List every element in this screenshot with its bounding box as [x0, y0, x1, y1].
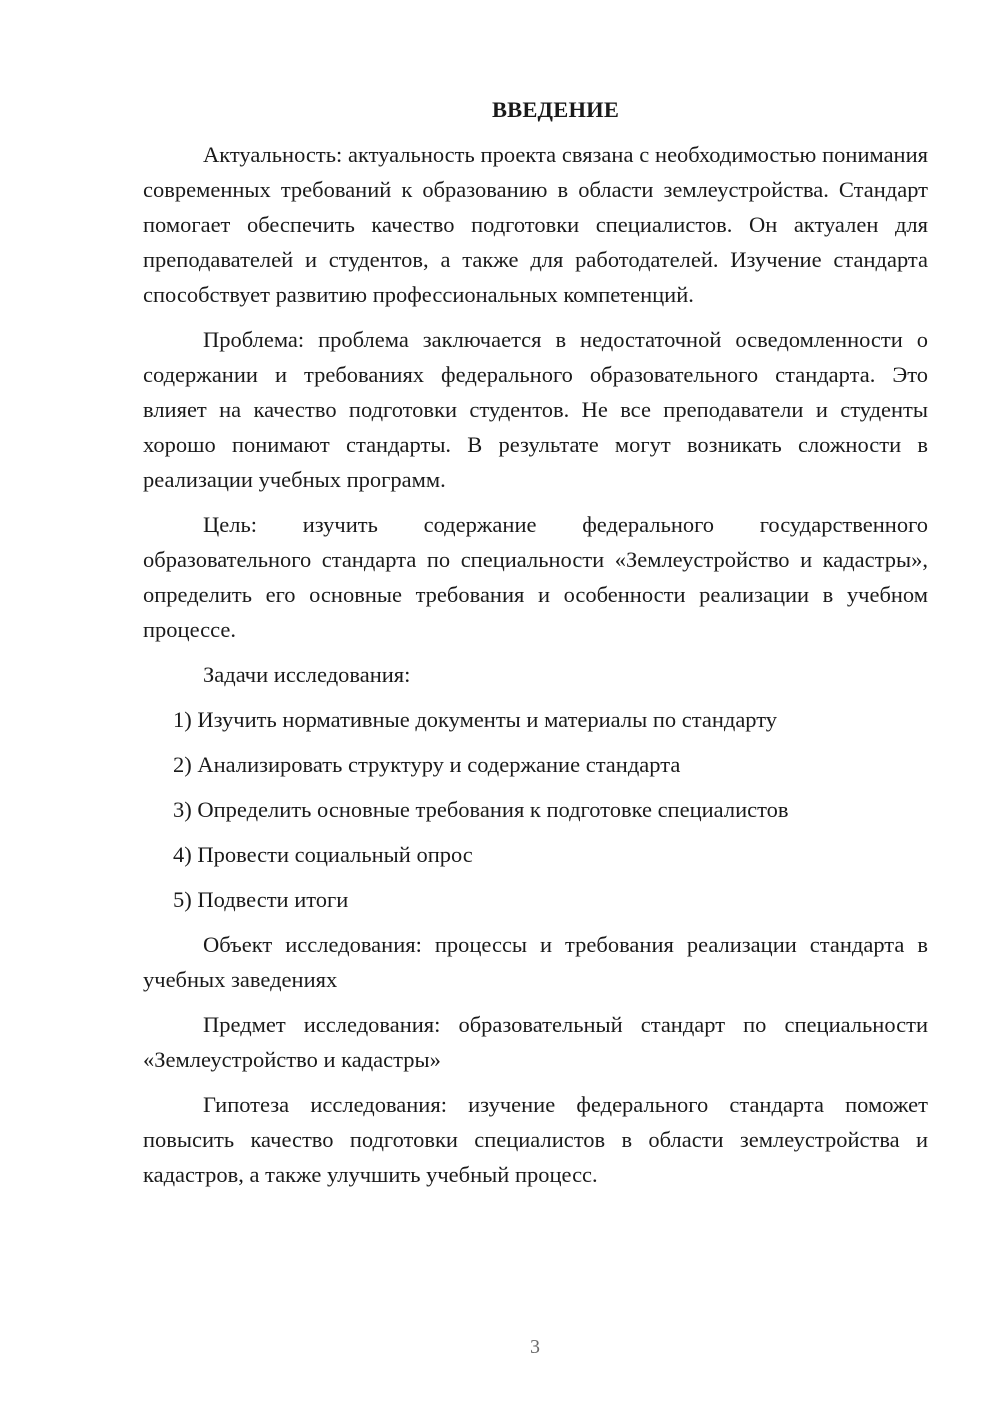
task-item-2: 2) Анализировать структуру и содержание стандарта: [173, 752, 681, 777]
task-item-4: 4) Провести социальный опрос: [173, 842, 473, 867]
paragraph-goal: Цель: изучить содержание федерального государственного образовательного стандарта по специальности «Землеустройство и кадастры», определить его основные требования и особенности реализации в учебном процессе.: [143, 512, 928, 642]
page-content: [143, 92, 928, 1202]
paragraph-object: Объект исследования: процессы и требования реализации стандарта в учебных заведениях: [143, 932, 928, 992]
task-item-5: 5) Подвести итоги: [173, 887, 349, 912]
section-heading: ВВЕДЕНИЕ: [491, 97, 620, 122]
tasks-intro: Задачи исследования:: [203, 662, 411, 687]
paragraph-problem: Проблема: проблема заключается в недостаточной осведомленности о содержании и требованиях федерального образовательного стандарта. Это влияет на качество подготовки студентов. Не все преподаватели и студенты хорошо понимают стандарты. В результате могут возникать сложности в реализации учебных программ.: [143, 327, 928, 492]
task-list: [143, 702, 928, 917]
paragraph-subject: Предмет исследования: образовательный стандарт по специальности «Землеустройство и кадастры»: [143, 1012, 928, 1072]
paragraph-relevance: Актуальность: актуальность проекта связана с необходимостью понимания современных требований к образованию в области землеустройства. Стандарт помогает обеспечить качество подготовки специалистов. Он актуален для преподавателей и студентов, а также для работодателей. Изучение стандарта способствует развитию профессиональных компетенций.: [143, 142, 928, 307]
paragraph-hypothesis: Гипотеза исследования: изучение федерального стандарта поможет повысить качество подготовки специалистов в области землеустройства и кадастров, а также улучшить учебный процесс.: [143, 1092, 928, 1187]
page-number: 3: [530, 1336, 540, 1358]
task-item-3: 3) Определить основные требования к подготовке специалистов: [173, 797, 789, 822]
task-item-1: 1) Изучить нормативные документы и материалы по стандарту: [173, 707, 778, 732]
